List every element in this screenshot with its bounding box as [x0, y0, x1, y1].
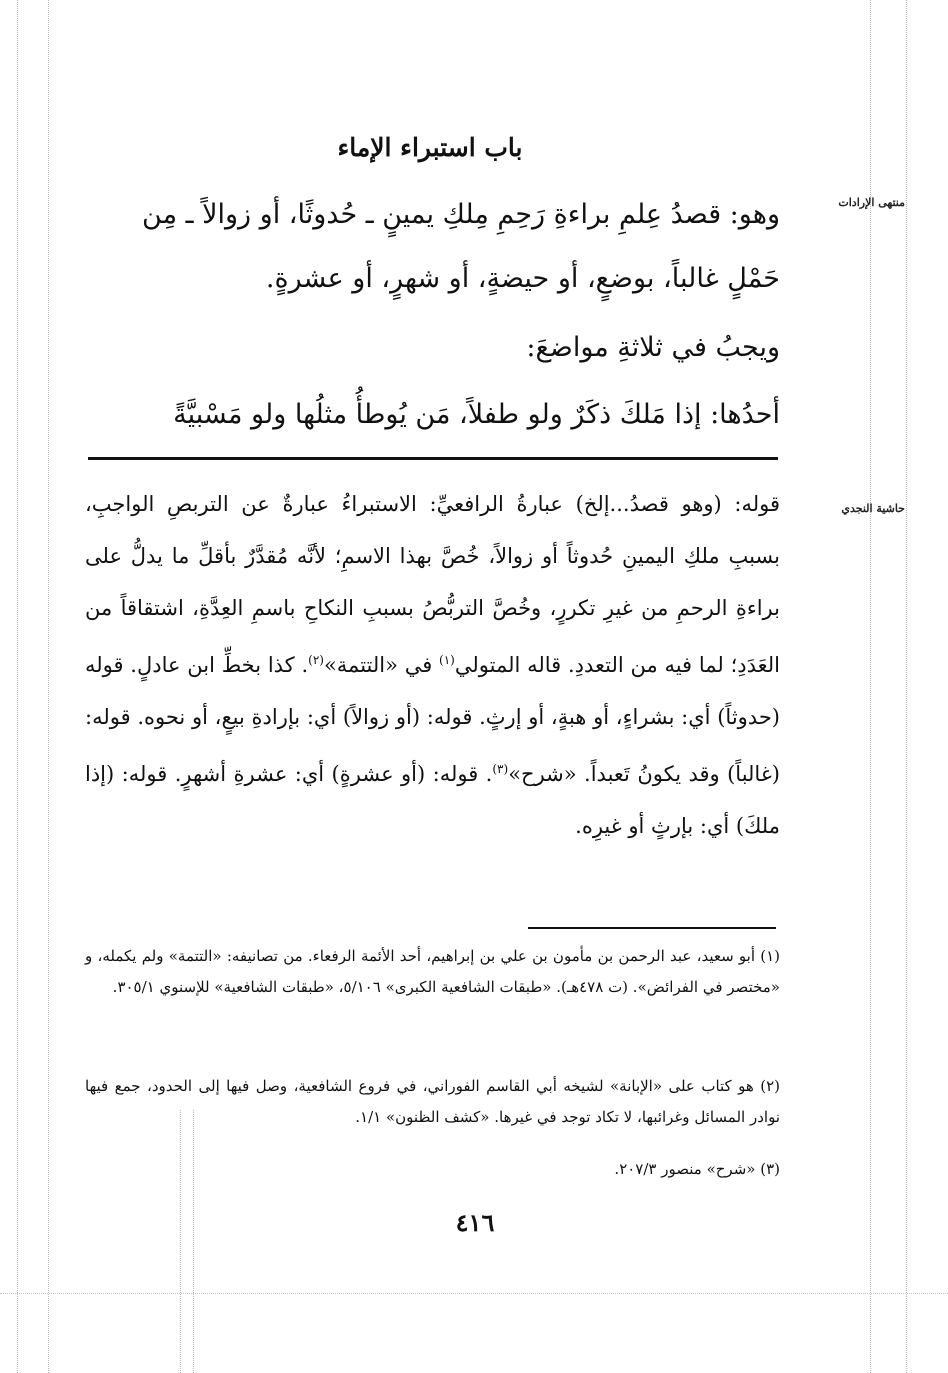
footnote: (١) أبو سعيد، عبد الرحمن بن مأمون بن علي بن إبراهيم، أحد الأئمة الرفعاء. من تصانيفه: «التتمة» ولم يكمله، و «مختصر في الفرائض». (ت ٤٧٨هـ). «طبقات الشافعية الكبرى» ٥/١٠٦، «طبقات الشافعية» للإسنوي ٣٠٥/١. — [85, 947, 780, 996]
commentary-text: قوله: (وهو قصدُ...إلخ) عبارةُ الرافعيِّ: الاستبراءُ عبارةٌ عن التربصِ الواجبِ، بسببِ ملكِ اليمينِ حُدوثاً أو زوالاً، خُصَّ بهذا الاسمِ؛ لأنَّه مُقدَّرٌ بأقلِّ ما يدلُّ على براءةِ الرحمِ من غيرِ تكررٍ، وخُصَّ التربُّصُ بسببِ النكاحِ باسمِ العِدَّةِ، اشتقاقاً من العَدَدِ؛ لما فيه من التعددِ. قاله المتولي — [85, 492, 780, 677]
main-text-line: ويجبُ في ثلاثةِ مواضعَ: — [526, 332, 780, 363]
side-label-commentary: حاشية النجدي — [841, 502, 905, 515]
commentary-text: . كذا بخطِّ ابن عادلٍ. قوله (حدوثاً) أي: بشراءٍ، أو هبةٍ، أو إرثٍ. قوله: (أو زوالاً) أي: بإرادةِ بيعٍ، أو نحوه. قوله: (غالباً) وقد يكونُ تَعبداً. «شرح» — [85, 653, 780, 786]
footnote-ref: (٢) — [308, 653, 324, 667]
footnote-separator-rule — [528, 927, 776, 929]
main-text-line: أحدُها: إذا مَلكَ ذكَرٌ ولو طفلاً، مَن يُوطأُ مثلُها ولو مَسْبيَّةً — [173, 399, 780, 430]
footnote: (٢) هو كتاب على «الإبانة» لشيخه أبي القاسم الفوراني، في فروع الشافعية، وصل فيها إلى الحدود، جمع فيها نوادر المسائل وغرائبها، لا تكاد توجد في غيرها. «كشف الظنون» ١/١. — [85, 1077, 780, 1126]
main-text-line: حَمْلٍ غالباً، بوضعٍ، أو حيضةٍ، أو شهرٍ، أو عشرةٍ. — [265, 263, 780, 294]
commentary-text: في «التتمة» — [323, 653, 440, 677]
main-text-line: وهو: قصدُ عِلمِ براءةِ رَحِمِ مِلكِ يمينٍ ـ حُدوثًا، أو زوالاً ـ مِن — [142, 199, 780, 230]
footnote-ref: (١) — [439, 653, 455, 667]
commentary-paragraph — [85, 478, 780, 852]
page-number: ٤١٦ — [455, 1208, 495, 1237]
scan-guide-line — [17, 0, 18, 1373]
main-separator-rule — [88, 457, 778, 460]
page-title: باب استبراء الإماء — [337, 133, 523, 162]
side-label-main: منتهى الإرادات — [838, 196, 905, 209]
footnote-ref: (٣) — [492, 762, 509, 776]
footnote: (٣) «شرح» منصور ٢٠٧/٣. — [614, 1160, 780, 1178]
scan-guide-line — [906, 0, 907, 1373]
scan-guide-line — [0, 1293, 948, 1294]
scan-guide-line — [193, 1110, 194, 1373]
scan-guide-line — [180, 1110, 181, 1373]
commentary-text: . قوله: (أو عشرةٍ) أي: عشرةِ أشهرٍ. قوله: (إذا ملكَ) أي: بإرثٍ أو غيرِه. — [85, 762, 780, 838]
scan-guide-line — [48, 0, 49, 1373]
